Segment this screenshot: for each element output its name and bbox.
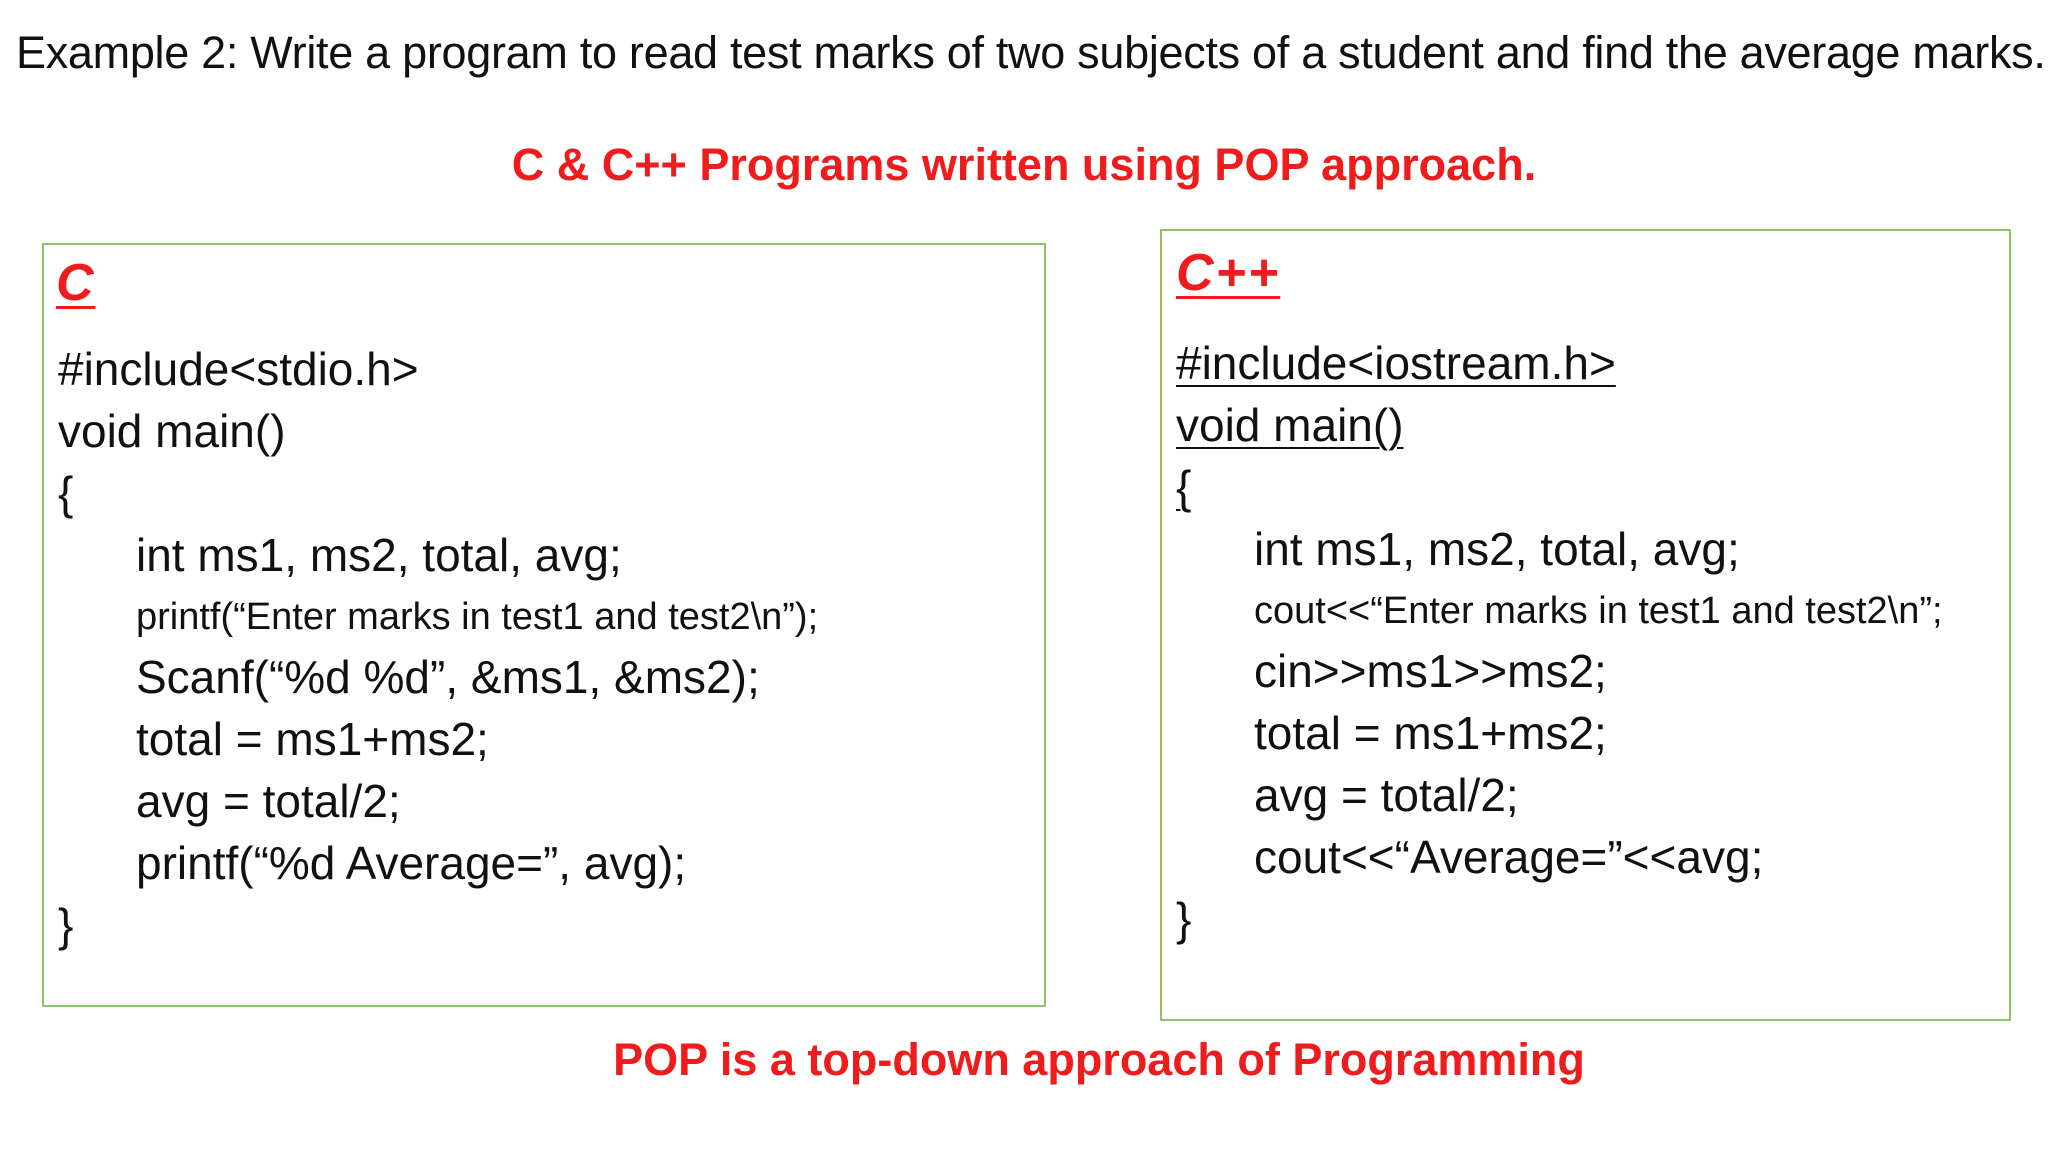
cpp-program-box xyxy=(1160,229,2011,1021)
cpp-language-label: C++ xyxy=(1176,244,1281,302)
c-code-line-include: #include<stdio.h> xyxy=(58,343,419,395)
c-code-line-avg: avg = total/2; xyxy=(136,775,401,827)
c-code-line-main: void main() xyxy=(58,405,286,457)
cpp-code-line-cin: cin>>ms1>>ms2; xyxy=(1254,645,1607,697)
cpp-code-line-cout-prompt: cout<<“Enter marks in test1 and test2\n”; xyxy=(1254,590,1943,632)
c-code-line-open-brace: { xyxy=(58,467,74,519)
cpp-code-line-open-brace: { xyxy=(1176,461,1192,513)
cpp-code-line-close-brace: } xyxy=(1176,893,1192,945)
cpp-code-line-cout-avg: cout<<“Average=”<<avg; xyxy=(1254,831,1764,883)
c-code-line-printf-prompt: printf(“Enter marks in test1 and test2\n”); xyxy=(136,596,819,638)
cpp-code-line-include: #include<iostream.h> xyxy=(1176,337,1616,389)
slide-subtitle: C & C++ Programs written using POP approach. xyxy=(511,139,1537,190)
c-code-line-total: total = ms1+ms2; xyxy=(136,713,489,765)
c-language-label: C xyxy=(56,254,96,312)
slide-title: Example 2: Write a program to read test marks of two subjects of a student and find the average marks. xyxy=(16,27,2046,78)
cpp-code-line-total: total = ms1+ms2; xyxy=(1254,707,1607,759)
cpp-code-line-declare: int ms1, ms2, total, avg; xyxy=(1254,523,1740,575)
slide-footer: POP is a top-down approach of Programming xyxy=(613,1034,1585,1085)
cpp-code-line-avg: avg = total/2; xyxy=(1254,769,1519,821)
c-code-line-close-brace: } xyxy=(58,899,74,951)
c-code-line-printf-avg: printf(“%d Average=”, avg); xyxy=(136,837,687,889)
c-code-line-declare: int ms1, ms2, total, avg; xyxy=(136,529,622,581)
c-code-line-scanf: Scanf(“%d %d”, &ms1, &ms2); xyxy=(136,651,760,703)
cpp-code-line-main: void main() xyxy=(1176,399,1404,451)
c-program-box xyxy=(42,243,1046,1007)
